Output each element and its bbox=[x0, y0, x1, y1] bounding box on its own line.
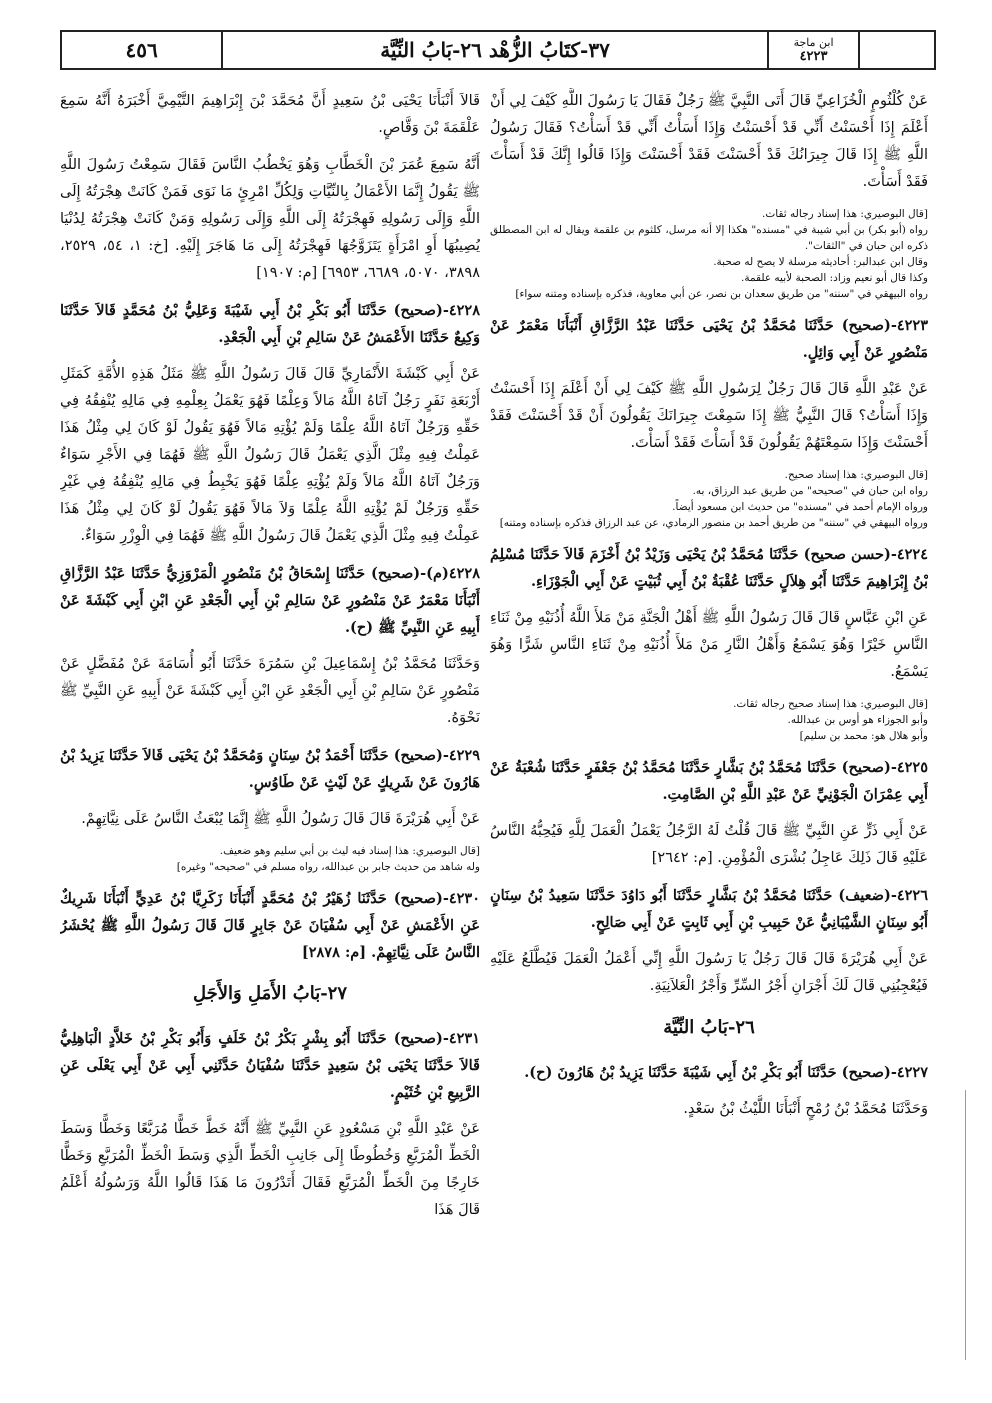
footnote-line: وأبو الجوزاء هو أوس بن عبدالله. bbox=[787, 714, 928, 726]
hadith-heading: ٤٢٢٥-(صحيح) حَدَّثَنَا مُحَمَّدُ بْنُ بَشَّارٍ حَدَّثَنَا مُحَمَّدُ بْنُ جَعْفَرٍ حَدَّثَنَا شُعْبَةُ عَنْ أَبِي عِمْرَانَ الْجَوْنِيِّ عَنْ عَبْدِ اللَّهِ بْنِ الصَّامِتِ. bbox=[490, 759, 928, 803]
footnote-line: ورواه البيهقي في "سننه" من طريق أحمد بن منصور الرمادي، عن عبد الرزاق فذكره بإسناده ومتنه] bbox=[499, 517, 928, 529]
chapter-heading: ٢٧-بَابُ الأَمَلِ وَالأَجَلِ bbox=[192, 983, 348, 1004]
chapter-heading: ٢٦-بَابُ النِّيَّة bbox=[663, 1017, 755, 1038]
hadith-heading: ٤٢٢٤-(حسن صحيح) حَدَّثَنَا مُحَمَّدُ بْنُ يَحْيَى وَزَيْدُ بْنُ أَخْزَمَ قَالاَ حَدَّثَنَا مُسْلِمُ بْنُ إِبْرَاهِيمَ حَدَّثَنَا أَبُو هِلاَلٍ حَدَّثَنَا عُقْبَةُ بْنُ أَبِي ثُبَيْتٍ عَنْ أَبِي الْجَوْزَاءِ. bbox=[490, 546, 928, 590]
right-column bbox=[490, 88, 928, 1358]
hadith-heading: ٤٢٣٠-(صحيح) حَدَّثَنَا زُهَيْرُ بْنُ مُحَمَّدٍ أَنْبَأَنَا زَكَرِيَّا بْنُ عَدِيٍّ أَنْبَأَنَا شَرِيكٌ عَنِ الأَعْمَشِ عَنْ أَبِي سُفْيَانَ عَنْ جَابِرٍ قَالَ قَالَ رَسُولُ اللَّهِ ﷺ يُحْشَرُ النَّاسُ عَلَى نِيَّاتِهِمْ. [م: ٢٨٧٨] bbox=[60, 890, 480, 961]
scan-edge-line bbox=[965, 1090, 966, 1360]
running-title: ٣٧-كتَابُ الزُّهْد ٢٦-بَابُ النِّيَّة bbox=[223, 32, 768, 68]
hadith-heading: ٤٢٢٧-(صحيح) حَدَّثَنَا أَبُو بَكْرِ بْنُ أَبِي شَيْبَةَ حَدَّثَنَا يَزِيدُ بْنُ هَارُونَ (ح). bbox=[524, 1064, 928, 1081]
hadith-text: عَنْ كُلْثُومٍ الْخُزَاعِيِّ قَالَ أَتَى النَّبِيَّ ﷺ رَجُلٌ فَقَالَ يَا رَسُولَ اللَّهِ كَيْفَ لِي أَنْ أَعْلَمَ إِذَا أَحْسَنْتُ أَنِّي قَدْ أَحْسَنْتُ وَإِذَا أَسَأْتُ أَنِّي قَدْ أَسَأْتُ؟ فَقَالَ رَسُولُ اللَّهِ ﷺ إِذَا قَالَ جِيرَانُكَ قَدْ أَحْسَنْتَ فَقَدْ أَحْسَنْتَ وَإِذَا قَالُوا إِنَّكَ قَدْ أَسَأْتَ فَقَدْ أَسَأْتَ. bbox=[490, 93, 928, 190]
header-empty-cell bbox=[860, 32, 934, 68]
footnote bbox=[490, 696, 928, 744]
hadith-text: عَنْ أَبِي كَبْشَةَ الأَنْمَارِيِّ قَالَ قَالَ رَسُولُ اللَّهِ ﷺ مَثَلُ هَذِهِ الأُمَّةِ كَمَثَلِ أَرْبَعَةِ نَفَرٍ رَجُلٌ آتَاهُ اللَّهُ مَالاً وَعِلْمًا فَهُوَ يَعْمَلُ بِعِلْمِهِ فِي مَالِهِ يُنْفِقُهُ فِي حَقِّهِ وَرَجُلٌ آتَاهُ اللَّهُ عِلْمًا وَلَمْ يُؤْتِهِ مَالاً فَهُوَ يَقُولُ لَوْ كَانَ لِي مِثْلُ هَذَا عَمِلْتُ فِيهِ مِثْلَ الَّذِي يَعْمَلُ قَالَ رَسُولُ اللَّهِ ﷺ فَهُمَا فِي الأَجْرِ سَوَاءٌ وَرَجُلٌ آتَاهُ اللَّهُ مَالاً وَلَمْ يُؤْتِهِ عِلْمًا فَهُوَ يَخْبِطُ فِي مَالِهِ يُنْفِقُهُ فِي غَيْرِ حَقِّهِ وَرَجُلٌ لَمْ يُؤْتِهِ اللَّهُ عِلْمًا وَلاَ مَالاً فَهُوَ يَقُولُ لَوْ كَانَ لِي مِثْلُ هَذَا عَمِلْتُ فِيهِ مِثْلَ الَّذِي يَعْمَلُ قَالَ رَسُولُ اللَّهِ ﷺ فَهُمَا فِي الْوِزْرِ سَوَاءٌ. bbox=[60, 366, 480, 544]
hadith-text: عَنْ عَبْدِ اللَّهِ قَالَ قَالَ رَجُلٌ لِرَسُولِ اللَّهِ ﷺ كَيْفَ لِي أَنْ أَعْلَمَ إِذَا أَحْسَنْتُ وَإِذَا أَسَأْتُ؟ قَالَ النَّبِيُّ ﷺ إِذَا سَمِعْتَ جِيرَانَكَ يَقُولُونَ أَنْ قَدْ أَحْسَنْتَ فَقَدْ أَحْسَنْتَ وَإِذَا سَمِعْتَهُمْ يَقُولُونَ قَدْ أَسَأْتَ فَقَدْ أَسَأْتَ. bbox=[490, 381, 928, 451]
footnote-line: رواه البيهقي في "سننه" من طريق سعدان بن نصر، عن أبي معاوية، فذكره بإسناده ومتنه سواء] bbox=[515, 288, 928, 300]
footnote-line: [قال البوصيري: هذا إسناد رجاله ثقات. bbox=[762, 208, 928, 220]
hadith-text: وَحَدَّثَنَا مُحَمَّدُ بْنُ رُمْحٍ أَنْبَأَنَا اللَّيْثُ بْنُ سَعْدٍ. bbox=[683, 1101, 928, 1117]
hadith-heading: ٤٢٢٣-(صحيح) حَدَّثَنَا مُحَمَّدُ بْنُ يَحْيَى حَدَّثَنَا عَبْدُ الرَّزَّاقِ أَنْبَأَنَا مَعْمَرٌ عَنْ مَنْصُورٍ عَنْ أَبِي وَائِلٍ. bbox=[490, 317, 928, 361]
footnote-line: رواه ابن حبان في "صحيحه" من طريق عبد الرزاق، به. bbox=[692, 485, 928, 497]
hadith-text: عَنْ أَبِي هُرَيْرَةَ قَالَ قَالَ رَجُلٌ يَا رَسُولَ اللَّهِ إِنِّي أَعْمَلُ الْعَمَلَ فَيُطَّلَعُ عَلَيْهِ فَيُعْجِبُنِي قَالَ لَكَ أَجْرَانِ أَجْرُ السِّرِّ وَأَجْرُ الْعَلاَنِيَةِ. bbox=[490, 951, 928, 994]
footnote-line: وقال ابن عبدالبر: أحاديثه مرسلة لا يصح له صحبة. bbox=[713, 256, 928, 268]
footnote-line: [قال البوصيري: هذا إسناد صحيح. bbox=[784, 469, 928, 481]
hadith-heading: ٤٢٣١-(صحيح) حَدَّثَنَا أَبُو بِشْرٍ بَكْرُ بْنُ خَلَفٍ وَأَبُو بَكْرِ بْنُ خَلاَّدٍ الْبَاهِلِيُّ قَالاَ حَدَّثَنَا يَحْيَى بْنُ سَعِيدٍ حَدَّثَنَا سُفْيَانُ حَدَّثَنِي أَبِي عَنْ أَبِي يَعْلَى عَنِ الرَّبِيعِ بْنِ خُثَيْمٍ. bbox=[60, 1030, 480, 1101]
page-header bbox=[60, 30, 936, 70]
hadith-text: قَالاَ أَنْبَأَنَا يَحْيَى بْنُ سَعِيدٍ أَنَّ مُحَمَّدَ بْنَ إِبْرَاهِيمَ التَّيْمِيَّ أَخْبَرَهُ أَنَّهُ سَمِعَ عَلْقَمَةَ بْنَ وَقَّاصٍ. bbox=[60, 93, 480, 136]
hadith-text: عَنْ عَبْدِ اللَّهِ بْنِ مَسْعُودٍ عَنِ النَّبِيِّ ﷺ أَنَّهُ خَطَّ خَطًّا مُرَبَّعًا وَخَطًّا وَسَطَ الْخَطِّ الْمُرَبَّعِ وَخُطُوطًا إِلَى جَانِبِ الْخَطِّ الَّذِي وَسَطَ الْخَطِّ الْمُرَبَّعِ وَخَطًّا خَارِجًا مِنَ الْخَطِّ الْمُرَبَّعِ فَقَالَ أَتَدْرُونَ مَا هَذَا قَالُوا اللَّهُ وَرَسُولُهُ أَعْلَمُ قَالَ هَذَا bbox=[60, 1121, 480, 1218]
hadith-heading: ٤٢٢٩-(صحيح) حَدَّثَنَا أَحْمَدُ بْنُ سِنَانٍ وَمُحَمَّدُ بْنُ يَحْيَى قَالاَ حَدَّثَنَا يَزِيدُ بْنُ هَارُونَ عَنْ شَرِيكٍ عَنْ لَيْثٍ عَنْ طَاوُسٍ. bbox=[60, 747, 480, 791]
footnote bbox=[490, 467, 928, 531]
hadith-heading: ٤٢٢٨-(صحيح) حَدَّثَنَا أَبُو بَكْرِ بْنُ أَبِي شَيْبَةَ وَعَلِيُّ بْنُ مُحَمَّدٍ قَالاَ حَدَّثَنَا وَكِيعٌ حَدَّثَنَا الأَعْمَشُ عَنْ سَالِمِ بْنِ أَبِي الْجَعْدِ. bbox=[60, 302, 480, 346]
footnote-line: وكذا قال أبو نعيم وزاد: الصحبة لأبيه علقمة. bbox=[741, 272, 928, 284]
hadith-text: وَحَدَّثَنَا مُحَمَّدُ بْنُ إِسْمَاعِيلَ بْنِ سَمُرَةَ حَدَّثَنَا أَبُو أُسَامَةَ عَنْ مُفَضَّلٍ عَنْ مَنْصُورٍ عَنْ سَالِمِ بْنِ أَبِي الْجَعْدِ عَنِ ابْنِ أَبِي كَبْشَةَ عَنْ أَبِيهِ عَنِ النَّبِيِّ ﷺ نَحْوَهُ. bbox=[60, 656, 480, 726]
hadith-text: أَنَّهُ سَمِعَ عُمَرَ بْنَ الْخَطَّابِ وَهُوَ يَخْطُبُ النَّاسَ فَقَالَ سَمِعْتُ رَسُولَ اللَّهِ ﷺ يَقُولُ إِنَّمَا الأَعْمَالُ بِالنِّيَّاتِ وَلِكُلِّ امْرِئٍ مَا نَوَى فَمَنْ كَانَتْ هِجْرَتُهُ إِلَى اللَّهِ وَإِلَى رَسُولِهِ فَهِجْرَتُهُ إِلَى اللَّهِ وَإِلَى رَسُولِهِ وَمَنْ كَانَتْ هِجْرَتُهُ لِدُنْيَا يُصِيبُهَا أَوِ امْرَأَةٍ يَتَزَوَّجُهَا فَهِجْرَتُهُ إِلَى مَا هَاجَرَ إِلَيْهِ. [خ: ١، ٥٤، ٢٥٢٩، ٣٨٩٨، ٥٠٧٠، ٦٦٨٩، ٦٩٥٣] [م: ١٩٠٧] bbox=[60, 157, 480, 281]
hadith-text: عَنْ أَبِي هُرَيْرَةَ قَالَ قَالَ رَسُولُ اللَّهِ ﷺ إِنَّمَا يُبْعَثُ النَّاسُ عَلَى نِيَّاتِهِمْ. bbox=[81, 811, 480, 827]
hadith-number: ٤٢٢٣ bbox=[799, 49, 828, 64]
footnote-line: وأبو هلال هو: محمد بن سليم] bbox=[799, 730, 928, 742]
page-number: ٤٥٦ bbox=[62, 32, 223, 68]
hadith-text: عَنِ ابْنِ عَبَّاسٍ قَالَ قَالَ رَسُولُ اللَّهِ ﷺ أَهْلُ الْجَنَّةِ مَنْ مَلأَ اللَّهُ أُذُنَيْهِ مِنْ ثَنَاءِ النَّاسِ خَيْرًا وَهُوَ يَسْمَعُ وَأَهْلُ النَّارِ مَنْ مَلأَ أُذُنَيْهِ مِنْ ثَنَاءِ النَّاسِ شَرًّا وَهُوَ يَسْمَعُ. bbox=[490, 610, 928, 680]
left-column bbox=[60, 88, 480, 1358]
footnote-line: رواه (أبو بكر) بن أبي شيبة في "مسنده" هكذا إلا أنه مرسل، كلثوم بن علقمة ويقال له ابن المصطلق ذكره ابن حبان في "الثقات". bbox=[490, 224, 928, 252]
footnote bbox=[490, 206, 928, 302]
hadith-heading: ٤٢٢٨(م)-(صحيح) حَدَّثَنَا إِسْحَاقُ بْنُ مَنْصُورٍ الْمَرْوَزِيُّ حَدَّثَنَا عَبْدُ الرَّزَّاقِ أَنْبَأَنَا مَعْمَرٌ عَنْ مَنْصُورٍ عَنْ سَالِمِ بْنِ أَبِي الْجَعْدِ عَنِ ابْنِ أَبِي كَبْشَةَ عَنْ أَبِيهِ عَنِ النَّبِيِّ ﷺ (ح). bbox=[60, 565, 480, 636]
footnote-line: ورواه الإمام أحمد في "مسنده" من حديث ابن مسعود أيضاً. bbox=[672, 501, 928, 513]
footnote-line: [قال البوصيري: هذا إسناد فيه ليث بن أبي سليم وهو ضعيف. bbox=[219, 845, 480, 857]
footnote bbox=[60, 843, 480, 875]
footnote-line: [قال البوصيري: هذا إسناد صحيح رجاله ثقات. bbox=[733, 698, 928, 710]
footnote-line: وله شاهد من حديث جابر بن عبدالله، رواه مسلم في "صحيحه" وغيره] bbox=[176, 861, 480, 873]
hadith-heading: ٤٢٢٦-(ضعيف) حَدَّثَنَا مُحَمَّدُ بْنُ بَشَّارٍ حَدَّثَنَا أَبُو دَاوُدَ حَدَّثَنَا سَعِيدُ بْنُ سِنَانٍ أَبُو سِنَانٍ الشَّيْبَانِيُّ عَنْ حَبِيبِ بْنِ أَبِي ثَابِتٍ عَنْ أَبِي صَالِحٍ. bbox=[490, 887, 928, 931]
hadith-text: عَنْ أَبِي ذَرٍّ عَنِ النَّبِيِّ ﷺ قَالَ قُلْتُ لَهُ الرَّجُلُ يَعْمَلُ الْعَمَلَ لِلَّهِ فَيُحِبُّهُ النَّاسُ عَلَيْهِ قَالَ ذَلِكَ عَاجِلُ بُشْرَى الْمُؤْمِنِ. [م: ٢٦٤٢] bbox=[490, 823, 928, 866]
source-name: ابن ماجة bbox=[793, 36, 834, 49]
source-reference bbox=[769, 32, 861, 68]
